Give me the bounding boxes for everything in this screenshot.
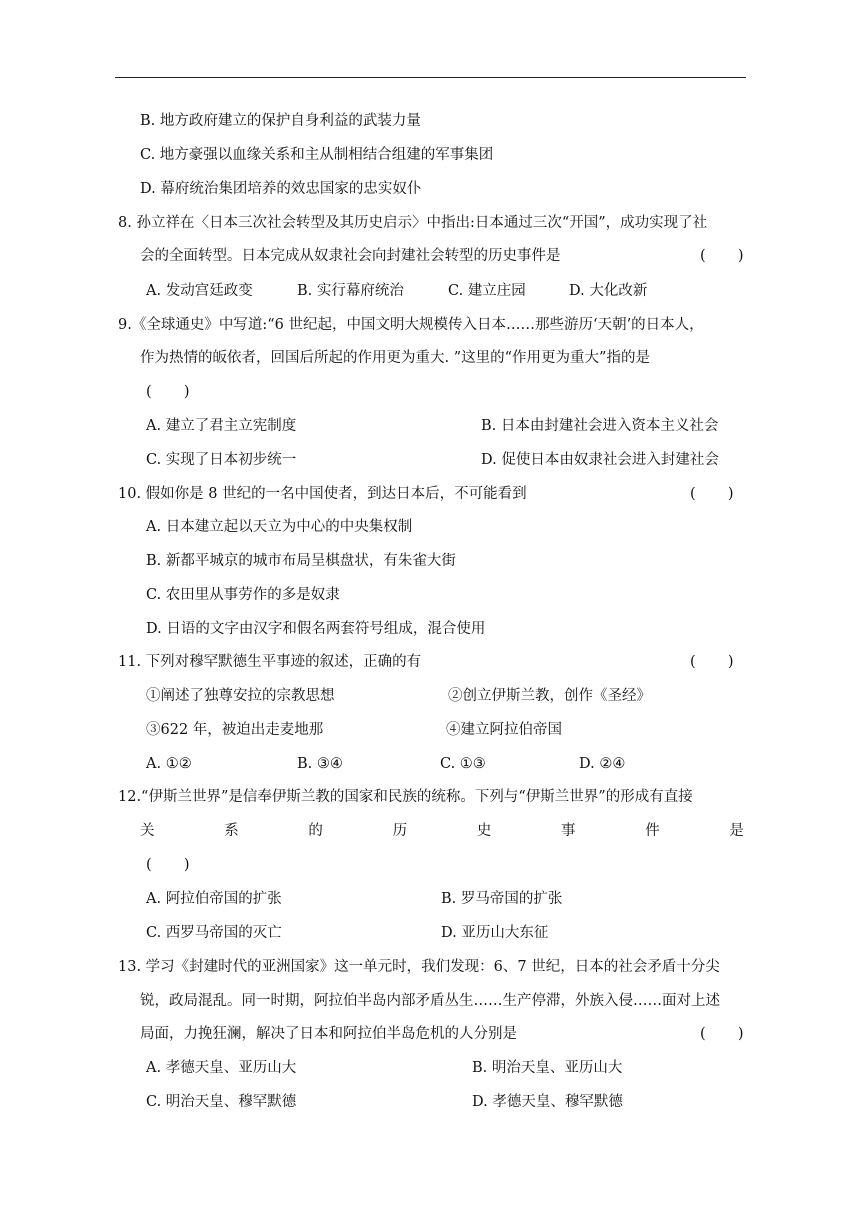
q9-stem-line2: 作为热情的皈依者，回国后所起的作用更为重大. ”这里的“作用更为重大”指的是 [140, 350, 650, 366]
q10-answer-bracket: ( ) [690, 486, 734, 502]
header-rule [115, 77, 746, 78]
q8-option-c: C. 建立庄园 [448, 283, 526, 299]
q10-option-a: A. 日本建立起以天立为中心的中央集权制 [146, 519, 413, 535]
q12-word: 事 [561, 823, 576, 839]
q12-stem-line2 [140, 821, 744, 841]
q11-option-d: D. ②④ [579, 756, 626, 772]
q11-option-b: B. ③④ [297, 756, 343, 772]
q13-answer-bracket: ( ) [700, 1026, 744, 1042]
q11-stem: 11. 下列对穆罕默德生平事迹的叙述，正确的有 [118, 654, 422, 670]
q13-option-d: D. 孝德天皇、穆罕默德 [472, 1094, 623, 1110]
q12-option-c: C. 西罗马帝国的灭亡 [146, 925, 282, 941]
q12-option-b: B. 罗马帝国的扩张 [441, 891, 563, 907]
q8-option-d: D. 大化改新 [569, 283, 648, 299]
q7-option-c: C. 地方豪强以血缘关系和主从制相结合组建的军事集团 [140, 147, 494, 163]
q8-stem-line1: 8. 孙立祥在〈日本三次社会转型及其历史启示〉中指出:日本通过三次“开国”，成功实现了社 [118, 215, 708, 231]
q12-option-d: D. 亚历山大东征 [441, 925, 549, 941]
q12-option-a: A. 阿拉伯帝国的扩张 [146, 891, 282, 907]
q9-option-d: D. 促使日本由奴隶社会进入封建社会 [481, 452, 719, 468]
q12-answer-bracket: ( ) [146, 857, 190, 873]
q11-statement-3: ③622 年，被迫出走麦地那 [146, 722, 324, 738]
q8-answer-bracket: ( ) [700, 248, 744, 264]
q11-answer-bracket: ( ) [690, 654, 734, 670]
q7-option-b: B. 地方政府建立的保护自身利益的武装力量 [140, 113, 421, 129]
q8-option-a: A. 发动宫廷政变 [146, 283, 253, 299]
q10-option-b: B. 新都平城京的城市布局呈棋盘状，有朱雀大街 [146, 553, 456, 569]
q7-option-d: D. 幕府统治集团培养的效忠国家的忠实奴仆 [140, 181, 422, 197]
q9-option-a: A. 建立了君主立宪制度 [146, 418, 297, 434]
q11-statement-1: ①阐述了独尊安拉的宗教思想 [146, 688, 335, 704]
q12-word: 史 [476, 823, 492, 839]
q8-stem-line2: 会的全面转型。日本完成从奴隶社会向封建社会转型的历史事件是 [140, 248, 561, 264]
q11-statement-4: ④建立阿拉伯帝国 [446, 722, 562, 738]
q9-option-b: B. 日本由封建社会进入资本主义社会 [481, 418, 719, 434]
q12-word: 件 [645, 823, 660, 839]
q11-option-c: C. ①③ [440, 756, 486, 772]
q9-stem-line1: 9.《全球通史》中写道:“6 世纪起，中国文明大规模传入日本……那些游历‘天朝’的日本人， [118, 317, 704, 333]
q11-option-a: A. ①② [146, 756, 192, 772]
q13-option-b: B. 明治天皇、亚历山大 [472, 1060, 623, 1076]
q9-answer-bracket: ( ) [146, 384, 190, 400]
q10-option-d: D. 日语的文字由汉字和假名两套符号组成，混合使用 [146, 621, 486, 637]
q12-word: 的 [308, 823, 323, 839]
q12-word: 是 [729, 823, 744, 839]
q11-statement-2: ②创立伊斯兰教，创作《圣经》 [448, 688, 651, 704]
q12-word: 系 [224, 823, 239, 839]
q12-stem-line1: 12.“伊斯兰世界”是信奉伊斯兰教的国家和民族的统称。下列与“伊斯兰世界”的形成有直接 [118, 789, 693, 805]
q8-option-b: B. 实行幕府统治 [297, 283, 404, 299]
q13-stem-line1: 13. 学习《封建时代的亚洲国家》这一单元时，我们发现：6、7 世纪，日本的社会矛盾十分尖 [118, 959, 720, 975]
q9-option-c: C. 实现了日本初步统一 [146, 452, 297, 468]
q10-option-c: C. 农田里从事劳作的多是奴隶 [146, 587, 340, 603]
q13-stem-line3: 局面，力挽狂澜，解决了日本和阿拉伯半岛危机的人分别是 [140, 1026, 517, 1042]
q10-stem: 10. 假如你是 8 世纪的一名中国使者，到达日本后，不可能看到 [118, 486, 527, 502]
q13-stem-line2: 锐，政局混乱。同一时期，阿拉伯半岛内部矛盾丛生……生产停滞，外族入侵……面对上述 [140, 993, 720, 1009]
q13-option-a: A. 孝德天皇、亚历山大 [146, 1060, 297, 1076]
q12-word: 历 [392, 823, 408, 839]
q12-word: 关 [140, 823, 155, 839]
q13-option-c: C. 明治天皇、穆罕默德 [146, 1094, 297, 1110]
